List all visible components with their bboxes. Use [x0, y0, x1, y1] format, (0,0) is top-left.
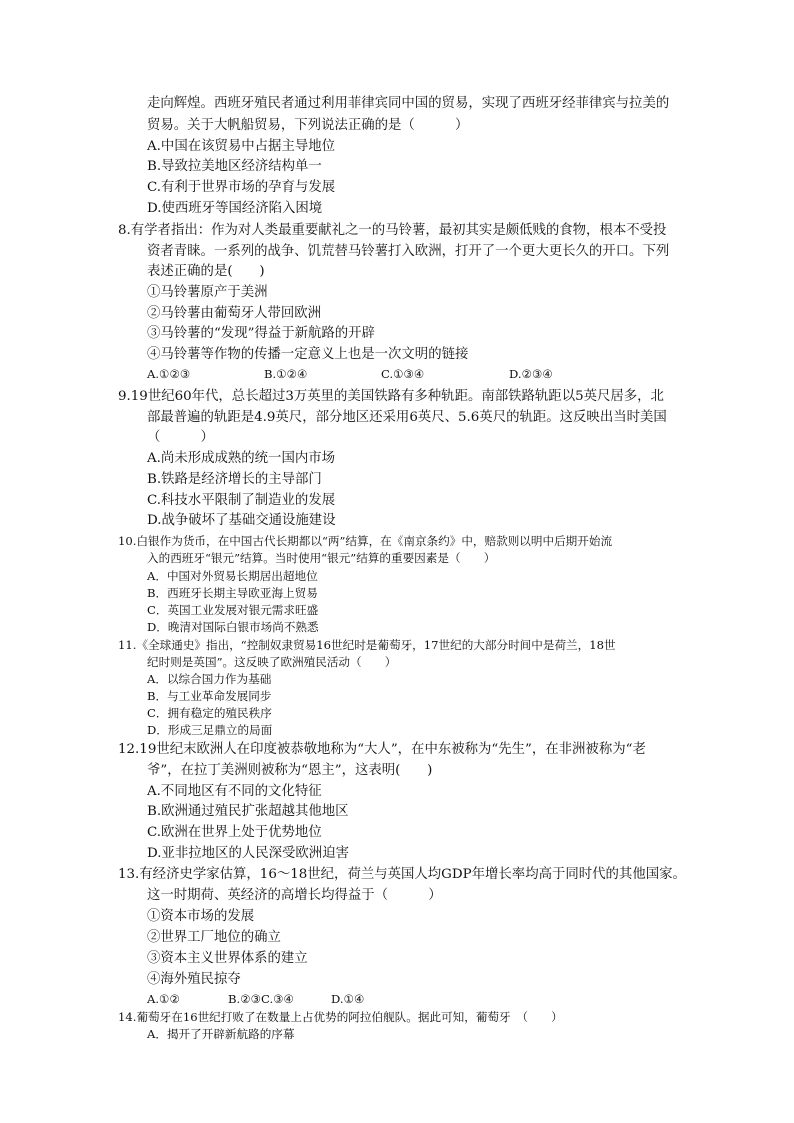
q8-item-4: ④马铃薯等作物的传播一定意义上也是一次文明的链接: [147, 347, 469, 362]
q9-option-c: C.科技水平限制了制造业的发展: [147, 493, 336, 508]
q12-stem-line-2: 爷”，在拉丁美洲则被称为“恩主”，这表明( ): [147, 763, 433, 778]
q10-option-d: D．晚清对国际白银市场尚不熟悉: [147, 620, 319, 634]
q10-stem-line-1: 10.白银作为货币，在中国古代长期都以“两”结算，在《南京条约》中，赔款则以明中后期开始流: [118, 534, 613, 548]
q8-item-2: ②马铃薯由葡萄牙人带回欧洲: [147, 306, 322, 321]
q11-stem-line-1: 11.《全球通史》指出，“控制奴隶贸易16世纪时是葡萄牙，17世纪的大部分时间中是荷兰，18世: [118, 638, 616, 652]
q12-option-d: D.亚非拉地区的人民深受欧洲迫害: [147, 846, 349, 861]
q10-option-c: C．英国工业发展对银元需求旺盛: [147, 603, 319, 617]
q9-stem-line-1: 9.19世纪60年代，总长超过3万英里的美国铁路有多种轨距。南部铁路轨距以5英尺居多，北: [118, 389, 664, 404]
q11-option-a: A．以综合国力作为基础: [147, 672, 272, 686]
q13-option-a: A.①②: [147, 992, 180, 1006]
q12-stem-line-1: 12.19世纪末欧洲人在印度被恭敬地称为“大人”，在中东被称为“先生”，在非洲被称为“老: [118, 742, 646, 757]
q13-option-bc: B.②③C.③④: [228, 992, 294, 1006]
q13-item-4: ④海外殖民掠夺: [147, 972, 241, 987]
q11-stem-line-2: 纪时则是英国”。这反映了欧洲殖民活动（ ）: [147, 655, 397, 669]
q8-stem-line-2: 资者青睐。一系列的战争、饥荒替马铃薯打入欧洲，打开了一个更大更长久的开口。下列: [147, 244, 670, 259]
q10-stem-line-2: 入的西班牙“银元”结算。当时使用“银元”结算的重要因素是（ ）: [147, 551, 496, 565]
q8-stem-line-3: 表述正确的是( ): [147, 264, 265, 279]
q10-option-a: A．中国对外贸易长期居出超地位: [147, 569, 318, 583]
q10-option-b: B．西班牙长期主导欧亚海上贸易: [147, 586, 318, 600]
q7-option-b: B.导致拉美地区经济结构单一: [147, 159, 322, 174]
q12-option-a: A.不同地区有不同的文化特征: [147, 784, 322, 799]
q13-option-d: D.①④: [331, 992, 365, 1006]
q9-option-d: D.战争破坏了基础交通设施建设: [147, 513, 336, 528]
q14-option-a: A．揭开了开辟新航路的序幕: [147, 1027, 295, 1041]
q8-option-a: A.①②③: [147, 367, 191, 381]
q8-option-c: C.①③④: [381, 367, 425, 381]
q9-option-a: A.尚未形成成熟的统一国内市场: [147, 451, 336, 466]
q9-stem-line-2: 部最普遍的轨距是4.9英尺，部分地区还采用6英尺、5.6英尺的轨距。这反映出当时美国: [147, 410, 667, 425]
q7-stem-line-2: 贸易。关于大帆船贸易，下列说法正确的是（ ）: [147, 118, 469, 133]
q7-stem-line-1: 走向辉煌。西班牙殖民者通过利用菲律宾同中国的贸易，实现了西班牙经菲律宾与拉美的: [147, 96, 670, 111]
q7-option-a: A.中国在该贸易中占据主导地位: [147, 139, 336, 154]
q8-stem-line-1: 8.有学者指出：作为对人类最重要献礼之一的马铃薯，最初其实是颇低贱的食物，根本不受投: [118, 223, 667, 238]
q12-option-b: B.欧洲通过殖民扩张超越其他地区: [147, 804, 349, 819]
q8-option-d: D.②③④: [509, 367, 553, 381]
q13-stem-line-2: 这一时期荷、英经济的高增长均得益于（ ）: [147, 888, 442, 903]
q8-option-b: B.①②④: [264, 367, 308, 381]
q9-stem-line-3: （ ）: [147, 430, 214, 445]
q13-item-1: ①资本市场的发展: [147, 909, 255, 924]
q7-option-d: D.使西班牙等国经济陷入困境: [147, 201, 323, 216]
q13-item-3: ③资本主义世界体系的建立: [147, 951, 308, 966]
q11-option-b: B．与工业革命发展同步: [147, 689, 272, 703]
q8-item-3: ③马铃薯的“发现”得益于新航路的开辟: [147, 326, 375, 341]
q12-option-c: C.欧洲在世界上处于优势地位: [147, 825, 322, 840]
q9-option-b: B.铁路是经济增长的主导部门: [147, 472, 322, 487]
q8-item-1: ①马铃薯原产于美洲: [147, 285, 268, 300]
q7-option-c: C.有利于世界市场的孕育与发展: [147, 180, 336, 195]
q13-stem-line-1: 13.有经济史学家估算，16～18世纪，荷兰与英国人均GDP年增长率均高于同时代的其他国家。: [118, 867, 686, 882]
q13-item-2: ②世界工厂地位的确立: [147, 930, 281, 945]
q11-option-d: D．形成三足鼎立的局面: [147, 723, 273, 737]
q14-stem-line-1: 14.葡萄牙在16世纪打败了在数量上占优势的阿拉伯舰队。据此可知，葡萄牙 （ ）: [118, 1010, 563, 1024]
q11-option-c: C．拥有稳定的殖民秩序: [147, 706, 272, 720]
